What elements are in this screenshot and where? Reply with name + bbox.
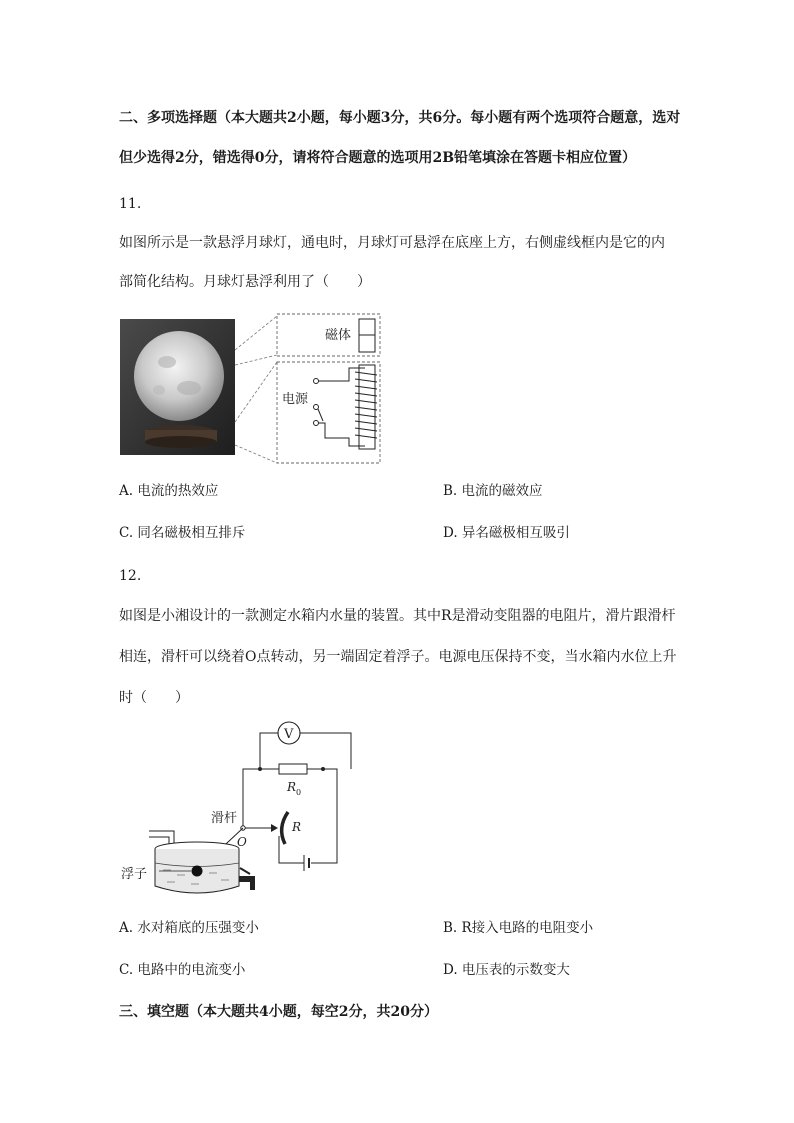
- q11-stem-line1: 如图所示是一款悬浮月球灯，通电时，月球灯可悬浮在底座上方，右侧虚线框内是它的内: [119, 235, 665, 251]
- q11-option-d[interactable]: D. 异名磁极相互吸引: [443, 525, 570, 541]
- q11-option-a[interactable]: A. 电流的热效应: [119, 483, 219, 499]
- rod-label: 滑杆: [211, 811, 238, 826]
- section2-heading-line2: 但少选得2分，错选得0分，请将符合题意的选项用2B铅笔填涂在答题卡相应位置）: [119, 150, 637, 166]
- power-label: 电源: [282, 392, 309, 407]
- float-label: 浮子: [121, 867, 148, 882]
- q12-stem-line2: 相连，滑杆可以绕着O点转动，另一端固定着浮子。电源电压保持不变，当水箱内水位上升: [119, 649, 677, 665]
- moon-lamp-photo: [120, 319, 235, 455]
- coil: [355, 365, 377, 449]
- q12-stem-line3: 时（ ）: [119, 690, 189, 706]
- voltmeter-label: V: [284, 727, 294, 742]
- magnet-label: 磁体: [325, 328, 352, 343]
- q11-number: 11.: [119, 196, 142, 212]
- q11-option-c[interactable]: C. 同名磁极相互排斥: [119, 525, 246, 541]
- r-label: R: [292, 820, 302, 834]
- q12-number: 12.: [119, 568, 142, 584]
- r0-label: R: [287, 780, 297, 794]
- section2-heading-line1: 二、多项选择题（本大题共2小题，每小题3分，共6分。每小题有两个选项符合题意，选对: [119, 110, 681, 126]
- faucet-icon: [239, 868, 255, 890]
- q11-option-b[interactable]: B. 电流的磁效应: [443, 483, 543, 499]
- q11-figure: [119, 310, 389, 465]
- q11-stem-line2: 部简化结构。月球灯悬浮利用了（ ）: [119, 274, 371, 290]
- r0-subscript: 0: [296, 788, 302, 797]
- q12-option-c[interactable]: C. 电路中的电流变小: [119, 962, 246, 978]
- pivot-label: O: [237, 835, 247, 849]
- q12-option-d[interactable]: D. 电压表的示数变大: [443, 962, 570, 978]
- q12-option-a[interactable]: A. 水对箱底的压强变小: [119, 920, 259, 936]
- q12-option-b[interactable]: B. R接入电路的电阻变小: [443, 920, 594, 936]
- section3-heading: 三、填空题（本大题共4小题，每空2分，共20分）: [119, 1004, 438, 1020]
- q12-figure: [119, 718, 359, 896]
- q12-stem-line1: 如图是小湘设计的一款测定水箱内水量的装置。其中R是滑动变阻器的电阻片，滑片跟滑杆: [119, 608, 676, 624]
